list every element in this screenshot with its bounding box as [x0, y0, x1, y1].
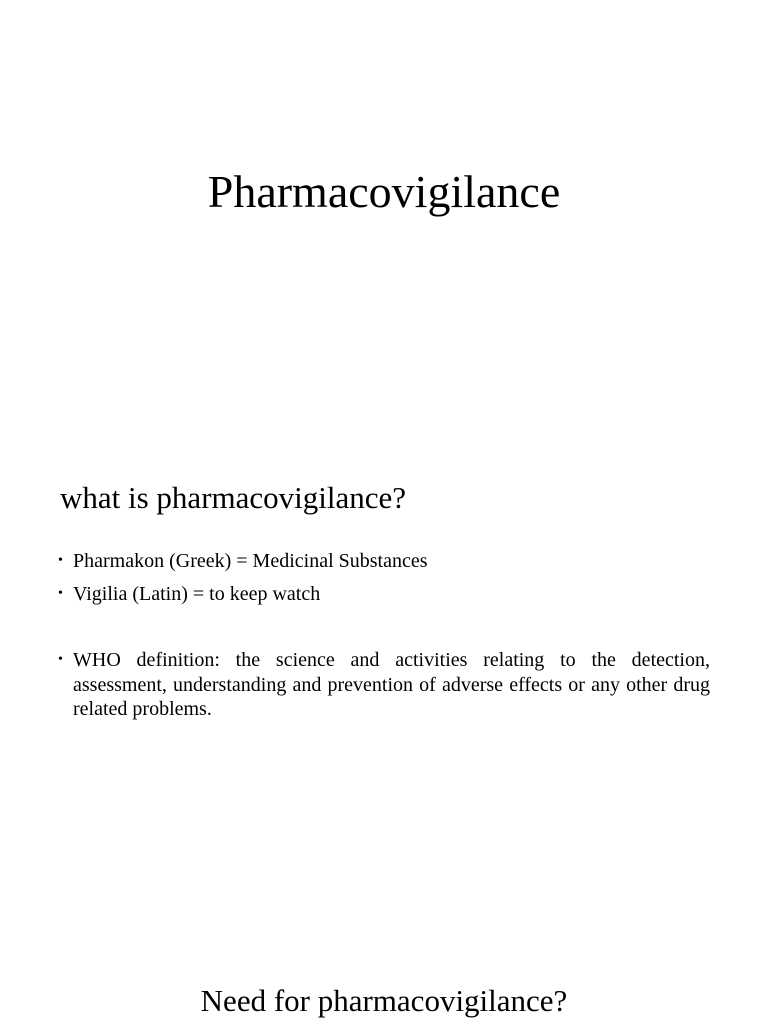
bullet-icon: • — [58, 585, 63, 601]
bullet-item — [58, 582, 710, 607]
bullet-text: WHO definition: the science and activities relating to the detection, assessment, understanding and prevention of adverse effects or any other drug related problems. — [73, 649, 710, 720]
bullet-list-etymology — [58, 549, 710, 614]
bullet-icon: • — [58, 553, 63, 568]
slide-3 — [0, 940, 768, 1024]
slide-heading: what is pharmacovigilance? — [60, 480, 407, 515]
bullet-text: Pharmakon (Greek) = Medicinal Substances — [73, 550, 428, 572]
bullet-list-definition — [58, 648, 710, 730]
slide-2 — [0, 430, 768, 940]
slide-title: Pharmacovigilance — [207, 166, 561, 217]
bullet-text: Vigilia (Latin) = to keep watch — [73, 582, 321, 605]
bullet-item — [58, 648, 710, 722]
bullet-item — [58, 549, 710, 574]
slide-title: Need for pharmacovigilance? — [200, 983, 568, 1018]
slide-1 — [0, 0, 768, 430]
bullet-icon: • — [58, 652, 63, 667]
